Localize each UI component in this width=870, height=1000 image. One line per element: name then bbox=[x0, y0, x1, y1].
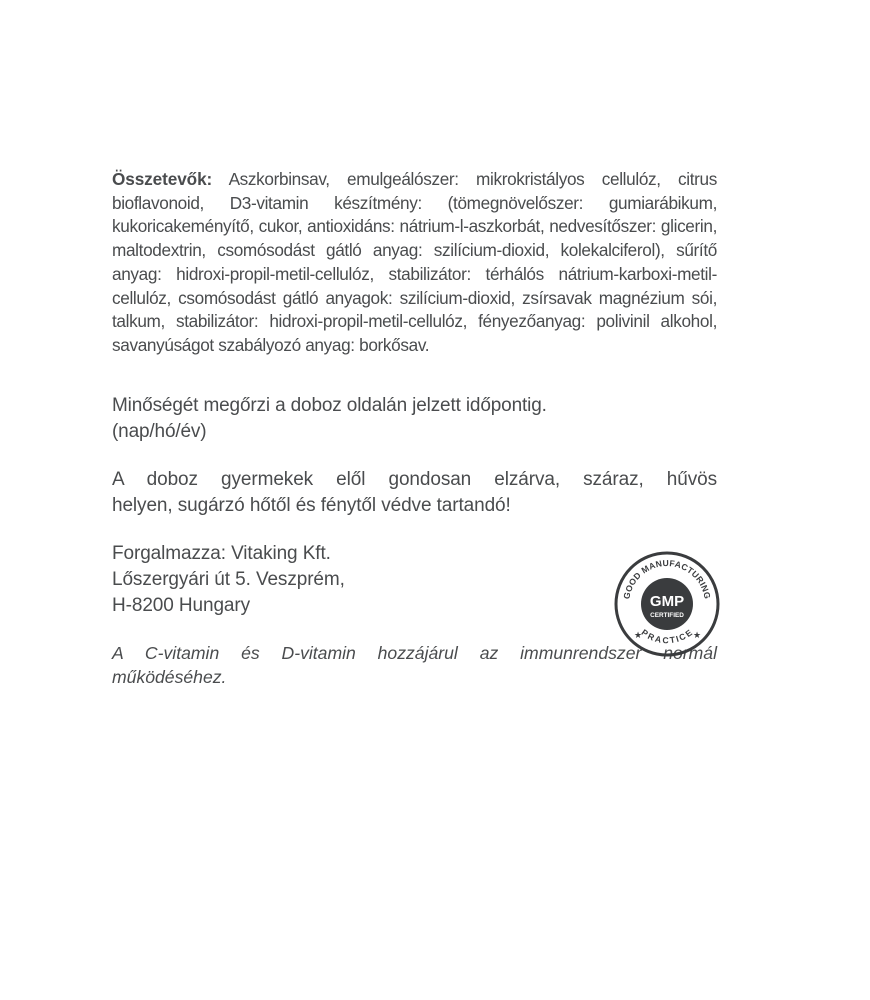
health-claim-line-1: A C-vitamin és D-vitamin hozzájárul az immunrendszer normál bbox=[112, 642, 717, 663]
date-format-hint: (nap/hó/év) bbox=[112, 420, 207, 442]
best-before-line: Minőségét megőrzi a doboz oldalán jelzett időpontig. bbox=[112, 394, 547, 416]
distributor-postcode: H-8200 Hungary bbox=[112, 594, 251, 616]
storage-line-2: helyen, sugárzó hőtől és fénytől védve tartandó! bbox=[112, 494, 511, 516]
gmp-seal-sub-text: CERTIFIED bbox=[650, 612, 684, 619]
best-before-note bbox=[112, 393, 717, 445]
storage-line-1: A doboz gyermekek elől gondosan elzárva, száraz, hűvös bbox=[112, 468, 717, 490]
ingredients-label: Összetevők: bbox=[112, 169, 213, 189]
gmp-seal-bottom-text: PRACTICE bbox=[639, 627, 695, 646]
storage-instructions bbox=[112, 467, 717, 519]
distributor-name: Forgalmazza: Vitaking Kft. bbox=[112, 542, 331, 564]
distributor-street: Lőszergyári út 5. Veszprém, bbox=[112, 568, 345, 590]
ingredients-paragraph bbox=[112, 168, 717, 358]
health-claim-line-2: működéséhez. bbox=[112, 666, 227, 687]
svg-text:★: ★ bbox=[693, 630, 702, 640]
svg-text:★: ★ bbox=[634, 630, 643, 640]
gmp-seal-top-text: GOOD MANUFACTURING bbox=[621, 557, 713, 600]
gmp-seal-center-text: GMP bbox=[649, 593, 685, 610]
gmp-certified-seal-icon bbox=[612, 549, 722, 659]
ingredients-text: Aszkorbinsav, emulgeálószer: mikrokristályos cellulóz, citrus bioflavonoid, D3-vitamin készítmény: (tömegnövelőszer: gumiarábikum, kukoricakeményítő, cukor, antioxidáns: nátrium-l-aszkorbát, nedvesítőszer: glicerin, maltodextrin, csomósodást gátló anyag: szilícium-dioxid, kolekalciferol), sűrítő anyag: hidroxi-propil-metil-cellulóz, stabilizátor: térhálós nátrium-karboxi-metil-cellulóz, csomósodást gátló anyagok: szilícium-dioxid, zsírsavak magnézium sói, talkum, stabilizátor: hidroxi-propil-metil-cellulóz, fényezőanyag: polivinil alkohol, savanyúságot szabályozó anyag: borkősav. bbox=[112, 169, 717, 355]
